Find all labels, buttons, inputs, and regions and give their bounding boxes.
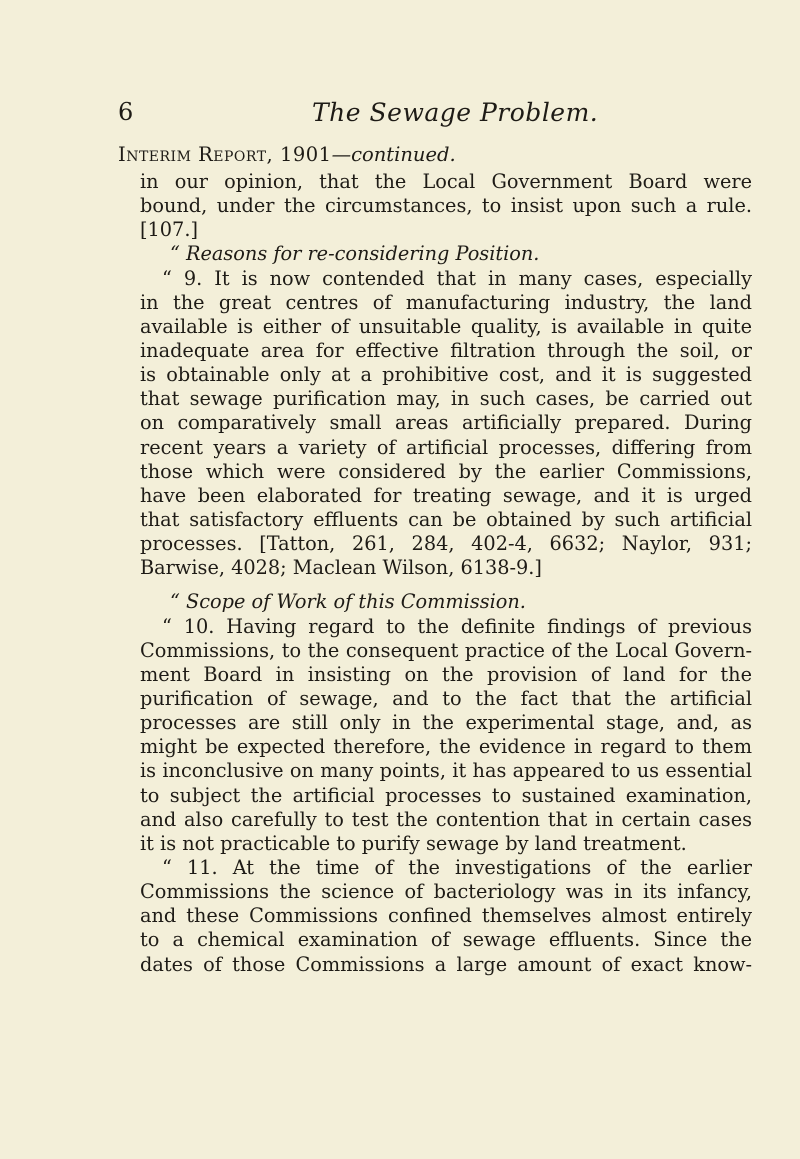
text-line: “ 10. Having regard to the definite findings of previous [162,614,752,638]
page-header-title: The Sewage Problem. [312,98,599,127]
text-line: to subject the artificial processes to sustained examination, [140,783,752,807]
text-line: “ 11. At the time of the investigations of the earlier [162,855,752,879]
text-line: is inconclusive on many points, it has appeared to us essential [140,759,752,783]
text-line: processes. [Tatton, 261, 284, 402-4, 6632; Naylor, 931; [140,532,752,556]
page-number: 6 [118,98,134,126]
text-line: recent years a variety of artificial processes, differing from [140,435,752,459]
text-line: processes are still only in the experimental stage, and, as [140,711,752,735]
text-line: dates of those Commissions a large amount of exact know- [140,952,752,976]
subheading-reasons: “ Reasons for re-considering Position. [170,242,540,266]
text-line: Commissions, to the consequent practice of the Local Govern- [140,638,752,662]
text-line: to a chemical examination of sewage effluents. Since the [140,928,752,952]
text-line: bound, under the circumstances, to insist upon such a rule. [140,194,752,218]
text-line: purification of sewage, and to the fact that the artificial [140,686,752,710]
section-heading [118,143,456,166]
text-line: it is not practicable to purify sewage by land treatment. [140,831,687,855]
text-line: inadequate area for effective filtration through the soil, or [140,338,752,362]
text-line: ment Board in insisting on the provision of land for the [140,662,752,686]
text-line: that sewage purification may, in such cases, be carried out [140,387,752,411]
text-line: [107.] [140,218,198,242]
text-line: in the great centres of manufacturing industry, the land [140,290,752,314]
text-line: available is either of unsuitable quality, is available in quite [140,314,752,338]
text-line: that satisfactory effluents can be obtained by such artificial [140,507,752,531]
section-heading-suffix: —continued. [331,143,456,166]
section-heading-title: Interim Report, 1901 [118,143,332,166]
text-line: and also carefully to test the contention that in certain cases [140,807,752,831]
running-head [0,98,800,138]
subheading-scope: “ Scope of Work of this Commission. [170,590,526,614]
paragraph-gap [140,580,752,590]
text-line: “ 9. It is now contended that in many cases, especially [162,266,752,290]
text-line: in our opinion, that the Local Government Board were [140,170,752,193]
text-line: is obtainable only at a prohibitive cost, and it is suggested [140,363,752,387]
text-line: those which were considered by the earlier Commissions, [140,459,752,483]
text-line: might be expected therefore, the evidence in regard to them [140,735,752,759]
text-line: on comparatively small areas artificially prepared. During [140,411,752,435]
text-line: Commissions the science of bacteriology was in its infancy, [140,880,752,904]
text-line: Barwise, 4028; Maclean Wilson, 6138-9.] [140,556,542,580]
text-line: and these Commissions confined themselves almost entirely [140,904,752,928]
body-text [140,170,752,977]
text-line: have been elaborated for treating sewage, and it is urged [140,483,752,507]
